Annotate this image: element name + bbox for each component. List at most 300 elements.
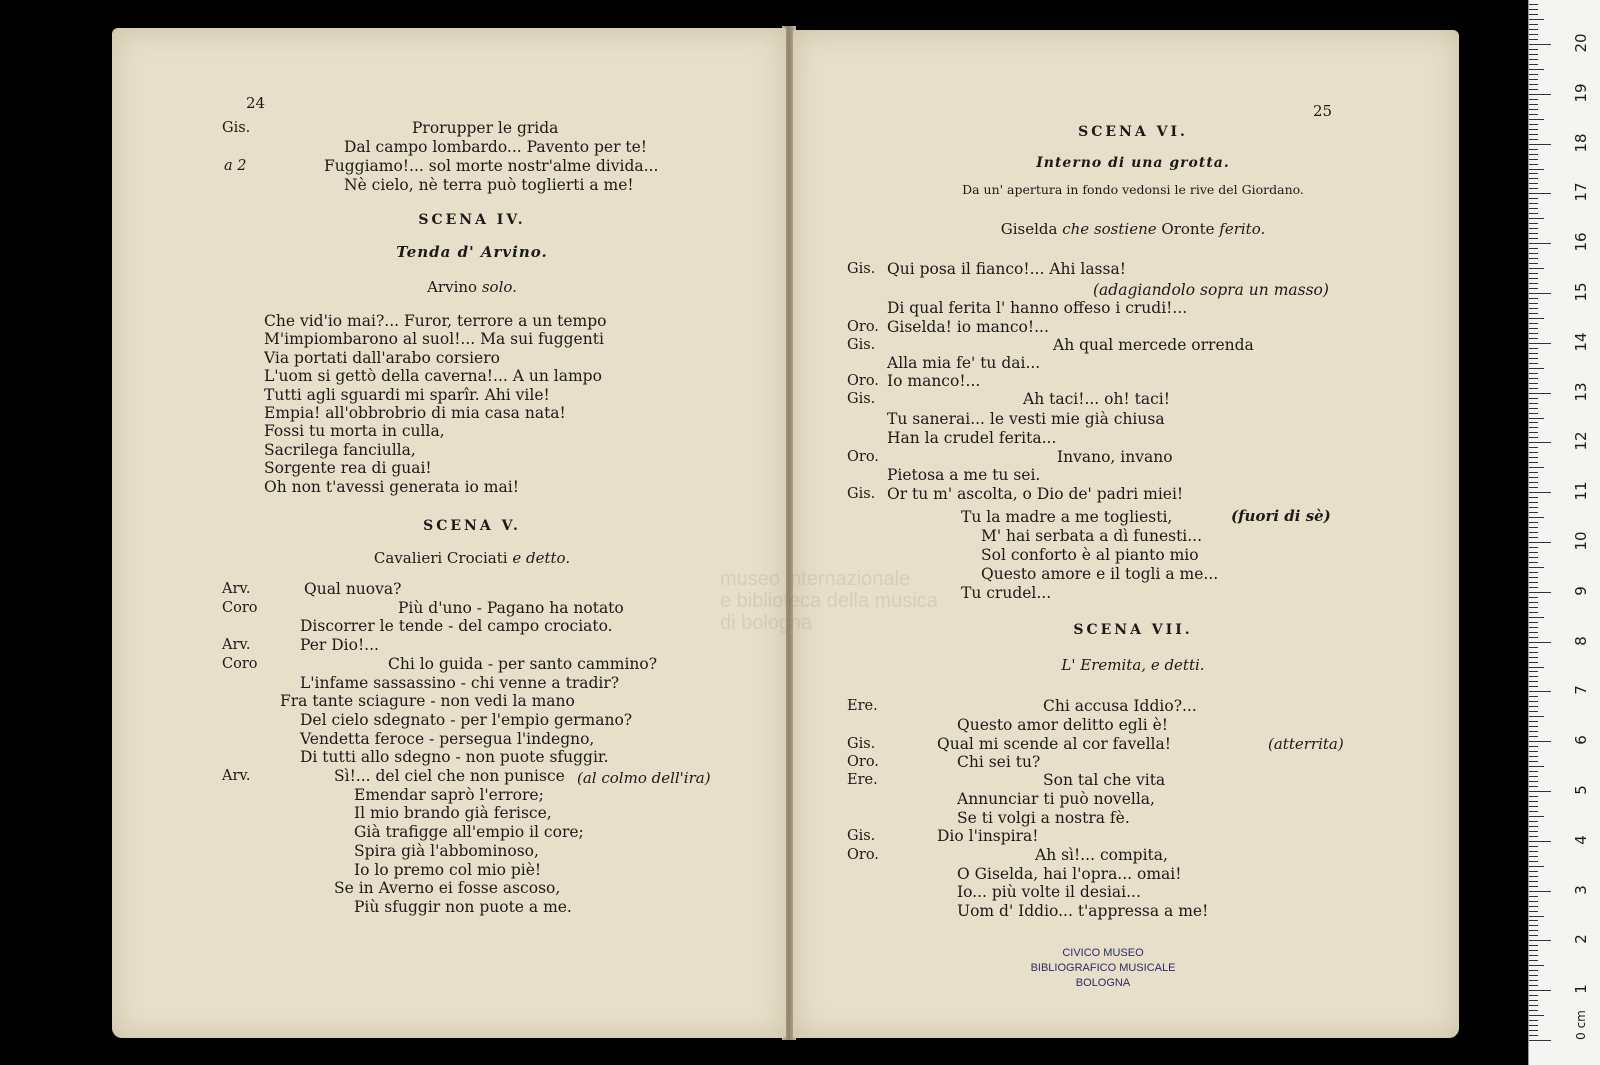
ruler-tick [1529, 811, 1538, 812]
ruler-tick [1529, 791, 1551, 792]
ruler-tick [1529, 771, 1538, 772]
verse-line: Per Dio!... [300, 636, 379, 655]
ruler-tick [1529, 657, 1538, 658]
speaker: Ere. [847, 772, 878, 788]
ruler-tick [1529, 303, 1538, 304]
verse-line: Qual nuova? [304, 580, 402, 598]
ruler-tick [1529, 667, 1544, 668]
verse-line: M' hai serbata a dì funesti... [981, 527, 1203, 545]
ruler-tick [1529, 149, 1538, 150]
verse-line: Han la crudel ferita... [887, 429, 1057, 447]
ruler-tick [1529, 452, 1538, 453]
ruler-tick [1529, 856, 1538, 857]
ruler-tick [1529, 89, 1538, 90]
ruler-tick [1529, 701, 1538, 702]
ruler-tick [1529, 19, 1544, 20]
ruler-tick [1529, 980, 1538, 981]
ruler-tick [1529, 328, 1538, 329]
ruler-tick [1529, 388, 1538, 389]
ruler-tick [1529, 891, 1551, 892]
ruler-tick [1529, 746, 1538, 747]
speaker: Ere. [847, 698, 878, 714]
verse-line: Empia! all'obbrobrio di mia casa nata! [264, 404, 566, 422]
ruler-tick [1529, 383, 1538, 384]
ruler-tick [1529, 238, 1538, 239]
scene-heading: SCENA IV. [418, 212, 526, 228]
ruler-tick [1529, 537, 1538, 538]
verse-line: L'uom si gettò della caverna!... A un lampo [264, 367, 602, 386]
ruler-label: 9 [1572, 586, 1590, 596]
speaker: Arv. [222, 637, 251, 654]
ruler-tick [1529, 1025, 1538, 1026]
ruler-tick [1529, 482, 1538, 483]
cast-line: Cavalieri Crociati e detto. [373, 549, 571, 567]
verse-line: Chi sei tu? [957, 753, 1041, 771]
ruler-tick [1529, 711, 1538, 712]
verse-line: Son tal che vita [1043, 771, 1166, 789]
ruler-tick [1529, 841, 1551, 842]
ruler-tick [1529, 427, 1538, 428]
verse-line: Qui posa il fianco!... Ahi lassa! [887, 260, 1126, 278]
ruler-tick [1529, 851, 1538, 852]
ruler-tick [1529, 612, 1538, 613]
ruler-label: 12 [1572, 431, 1590, 451]
ruler-tick [1529, 393, 1551, 394]
ruler-label: 17 [1572, 182, 1590, 202]
ruler-tick [1529, 169, 1544, 170]
ruler-tick [1529, 248, 1538, 249]
ruler-tick [1529, 457, 1538, 458]
ruler-tick [1529, 348, 1538, 349]
ruler-tick [1529, 607, 1538, 608]
cast-line: L' Eremita, e detti. [1061, 656, 1205, 674]
verse-line: Dio l'inspira! [937, 827, 1039, 845]
ruler-tick [1529, 751, 1538, 752]
speaker: Gis. [847, 337, 876, 353]
ruler-tick [1529, 602, 1538, 603]
verse-line: Sorgente rea di guai! [264, 459, 432, 478]
ruler-label: 13 [1572, 382, 1590, 402]
ruler-tick [1529, 198, 1538, 199]
verse-line: O Giselda, hai l'opra... omai! [957, 865, 1182, 883]
ruler-tick [1529, 313, 1538, 314]
cast-line: Giselda che sostiene Oronte ferito. [1000, 220, 1266, 238]
ruler-tick [1529, 726, 1538, 727]
ruler-tick [1529, 676, 1538, 677]
verse-line: Ah taci!... oh! taci! [1023, 390, 1170, 408]
verse-line: Dal campo lombardo... Pavento per te! [344, 138, 648, 156]
speaker: Oro. [847, 754, 879, 770]
verse-line: Discorrer le tende - del campo crociato. [300, 617, 613, 636]
verse-line: Prorupper le grida [412, 119, 559, 137]
verse-line: Chi accusa Iddio?... [1043, 697, 1197, 715]
ruler-tick [1529, 622, 1538, 623]
speaker: Coro [222, 599, 258, 616]
verse-line: Qual mi scende al cor favella! [937, 735, 1171, 753]
page-number: 25 [1313, 102, 1333, 120]
verse-line: Se in Averno ei fosse ascoso, [334, 879, 561, 898]
verse-line: Nè cielo, nè terra può toglierti a me! [344, 176, 634, 194]
ruler-tick [1529, 462, 1538, 463]
ruler-tick [1529, 14, 1538, 15]
verse-line: Sol conforto è al pianto mio [981, 546, 1199, 564]
ruler-tick [1529, 681, 1538, 682]
ruler-tick [1529, 164, 1538, 165]
ruler-tick [1529, 950, 1538, 951]
verse-line: Or tu m' ascolta, o Dio de' padri miei! [887, 485, 1184, 503]
ruler-tick [1529, 373, 1538, 374]
ruler-tick [1529, 94, 1551, 95]
ruler-label: 0 cm [1574, 1010, 1588, 1040]
verse-line: Spira già l'abbominoso, [354, 841, 539, 860]
verse-line: Tu crudel... [961, 584, 1052, 602]
ruler-tick [1529, 353, 1538, 354]
ruler-tick [1529, 487, 1538, 488]
ruler-tick [1529, 363, 1538, 364]
ruler-tick [1529, 99, 1538, 100]
ruler-tick [1529, 188, 1538, 189]
stage-direction: (atterrita) [1268, 735, 1344, 753]
ruler-tick [1529, 253, 1538, 254]
ruler-tick [1529, 542, 1551, 543]
ruler-tick [1529, 766, 1544, 767]
ruler-tick [1529, 263, 1538, 264]
verse-line: Giselda! io manco!... [887, 318, 1049, 336]
ruler-tick [1529, 442, 1551, 443]
ruler-tick [1529, 831, 1538, 832]
verse-line: Ah sì!... compita, [1035, 846, 1168, 864]
ruler-tick [1529, 955, 1538, 956]
verse-line: L'infame sassassino - chi venne a tradir? [300, 673, 620, 692]
ruler-tick [1529, 1015, 1544, 1016]
ruler-tick [1529, 378, 1538, 379]
ruler-tick [1529, 911, 1538, 912]
ruler-tick [1529, 517, 1544, 518]
watermark: museo internazionale e biblioteca della musica di bologna [720, 568, 938, 634]
ruler-tick [1529, 233, 1538, 234]
verse-line: Che vid'io mai?... Furor, terrore a un tempo [264, 312, 607, 330]
scene-setting: Interno di una grotta. [1036, 155, 1230, 171]
ruler-tick [1529, 59, 1538, 60]
ruler-tick [1529, 721, 1538, 722]
ruler-tick [1529, 761, 1538, 762]
verse-line: Fossi tu morta in culla, [264, 422, 445, 441]
ruler-tick [1529, 736, 1538, 737]
verse-line: Tu la madre a me togliesti, [961, 508, 1173, 526]
verse-line: Pietosa a me tu sei. [887, 466, 1041, 484]
ruler-tick [1529, 627, 1538, 628]
ruler-tick [1529, 288, 1538, 289]
ruler-tick [1529, 258, 1538, 259]
verse-line: Più d'uno - Pagano ha notato [398, 598, 624, 617]
ruler-label: 1 [1572, 984, 1590, 994]
ruler-tick [1529, 527, 1538, 528]
scene-setting: Tenda d' Arvino. [396, 243, 548, 261]
ruler-tick [1529, 403, 1538, 404]
scene-heading: SCENA VI. [1078, 124, 1188, 140]
ruler-tick [1529, 965, 1544, 966]
ruler-tick [1529, 920, 1538, 921]
ruler-tick [1529, 278, 1538, 279]
verse-line: Già trafigge all'empio il core; [354, 823, 584, 842]
ruler-tick [1529, 970, 1538, 971]
speaker: Gis. [847, 486, 876, 502]
ruler-label: 16 [1572, 232, 1590, 252]
verse-line: Fra tante sciagure - non vedi la mano [280, 692, 575, 711]
verse-line: Uom d' Iddio... t'appressa a me! [957, 902, 1209, 920]
ruler-tick [1529, 139, 1538, 140]
ruler-label: 7 [1572, 685, 1590, 696]
ruler-tick [1529, 228, 1538, 229]
ruler-tick [1529, 193, 1551, 194]
ruler-tick [1529, 1040, 1551, 1041]
ruler-tick [1529, 871, 1538, 872]
ruler-tick [1529, 876, 1538, 877]
measurement-ruler [1528, 0, 1600, 1065]
ruler-tick [1529, 413, 1538, 414]
ruler-tick [1529, 104, 1538, 105]
ruler-tick [1529, 4, 1538, 5]
library-stamp: CIVICO MUSEO BIBLIOGRAFICO MUSICALE BOLOGNA [1030, 947, 1176, 989]
ruler-tick [1529, 134, 1538, 135]
ruler-tick [1529, 1000, 1538, 1001]
ruler-label: 11 [1572, 481, 1590, 501]
ruler-tick [1529, 173, 1538, 174]
verse-line: Via portati dall'arabo corsiero [264, 348, 500, 367]
ruler-label: 6 [1572, 735, 1590, 745]
ruler-tick [1529, 686, 1538, 687]
ruler-tick [1529, 69, 1544, 70]
ruler-tick [1529, 213, 1538, 214]
speaker: Gis. [847, 261, 876, 277]
ruler-tick [1529, 786, 1538, 787]
ruler-tick [1529, 273, 1538, 274]
verse-line: Del cielo sdegnato - per l'empio germano? [300, 710, 633, 729]
ruler-tick [1529, 34, 1538, 35]
ruler-tick [1529, 547, 1538, 548]
setting-note: Da un' apertura in fondo vedonsi le rive del Giordano. [962, 182, 1304, 197]
verse-line: Annunciar ti può novella, [957, 790, 1155, 808]
speaker: Arv. [222, 581, 251, 597]
ruler-tick [1529, 716, 1544, 717]
ruler-tick [1529, 512, 1538, 513]
ruler-tick [1529, 562, 1538, 563]
ruler-tick [1529, 906, 1538, 907]
ruler-tick [1529, 84, 1538, 85]
ruler-tick [1529, 935, 1538, 936]
speaker: Oro. [847, 319, 879, 335]
ruler-label: 5 [1572, 785, 1590, 795]
ruler-tick [1529, 930, 1538, 931]
verse-line: Più sfuggir non puote a me. [354, 897, 572, 916]
scene-heading: SCENA VII. [1073, 622, 1193, 638]
speaker: Oro. [847, 847, 879, 863]
ruler-tick [1529, 124, 1538, 125]
verse-line: Tutti agli sguardi mi sparîr. Ahi vile! [264, 385, 550, 404]
ruler-tick [1529, 492, 1551, 493]
page-number: 24 [246, 94, 266, 112]
ruler-tick [1529, 114, 1538, 115]
verse-line: Di qual ferita l' hanno offeso i crudi!... [887, 299, 1188, 317]
ruler-tick [1529, 866, 1544, 867]
ruler-tick [1529, 861, 1538, 862]
verse-line: Questo amore e il togli a me... [981, 565, 1219, 583]
speaker: Gis. [222, 120, 251, 136]
ruler-tick [1529, 642, 1551, 643]
ruler-tick [1529, 1020, 1538, 1021]
ruler-tick [1529, 597, 1538, 598]
ruler-tick [1529, 901, 1538, 902]
ruler-tick [1529, 154, 1538, 155]
ruler-tick [1529, 437, 1538, 438]
ruler-tick [1529, 24, 1538, 25]
ruler-tick [1529, 298, 1538, 299]
ruler-tick [1529, 109, 1538, 110]
ruler-tick [1529, 408, 1538, 409]
ruler-tick [1529, 756, 1538, 757]
ruler-tick [1529, 223, 1538, 224]
ruler-tick [1529, 183, 1538, 184]
ruler-tick [1529, 647, 1538, 648]
ruler-tick [1529, 432, 1538, 433]
ruler-tick [1529, 816, 1544, 817]
ruler-tick [1529, 1010, 1538, 1011]
ruler-tick [1529, 577, 1538, 578]
verse-line: Ah qual mercede orrenda [1053, 336, 1254, 354]
ruler-tick [1529, 916, 1544, 917]
ruler-tick [1529, 532, 1538, 533]
ruler-tick [1529, 592, 1551, 593]
ruler-tick [1529, 343, 1551, 344]
ruler-tick [1529, 293, 1551, 294]
verse-line: Fuggiamo!... sol morte nostr'alme divida... [324, 157, 659, 175]
ruler-tick [1529, 159, 1538, 160]
speaker: Oro. [847, 449, 879, 465]
ruler-label: 20 [1572, 33, 1590, 53]
ruler-label: 15 [1572, 282, 1590, 302]
ruler-tick [1529, 881, 1538, 882]
ruler-tick [1529, 846, 1538, 847]
ruler-tick [1529, 318, 1544, 319]
ruler-tick [1529, 1030, 1538, 1031]
ruler-tick [1529, 333, 1538, 334]
verse-line: Tu sanerai... le vesti mie già chiusa [887, 410, 1165, 428]
ruler-label: 10 [1572, 531, 1590, 551]
ruler-tick [1529, 925, 1538, 926]
ruler-tick [1529, 617, 1544, 618]
ruler-tick [1529, 637, 1538, 638]
ruler-tick [1529, 821, 1538, 822]
ruler-tick [1529, 208, 1538, 209]
ruler-tick [1529, 119, 1544, 120]
ruler-tick [1529, 203, 1538, 204]
ruler-tick [1529, 662, 1538, 663]
ruler-tick [1529, 323, 1538, 324]
ruler-tick [1529, 422, 1538, 423]
ruler-tick [1529, 985, 1538, 986]
ruler-tick [1529, 9, 1538, 10]
ruler-tick [1529, 129, 1538, 130]
speaker: Gis. [847, 736, 876, 752]
ruler-tick [1529, 1005, 1538, 1006]
ruler-tick [1529, 49, 1538, 50]
ruler-label: 18 [1572, 133, 1590, 153]
verse-line: Io lo premo col mio piè! [354, 860, 542, 879]
ruler-tick [1529, 243, 1551, 244]
ruler-tick [1529, 960, 1538, 961]
scene-heading: SCENA V. [423, 518, 521, 534]
ruler-tick [1529, 896, 1538, 897]
ruler-tick [1529, 567, 1544, 568]
ruler-tick [1529, 368, 1544, 369]
ruler-tick [1529, 975, 1538, 976]
verse-line: Io... più volte il desiai... [957, 883, 1141, 901]
ruler-tick [1529, 74, 1538, 75]
ruler-tick [1529, 1035, 1538, 1036]
ruler-tick [1529, 283, 1538, 284]
ruler-tick [1529, 418, 1544, 419]
verse-line: Alla mia fe' tu dai... [887, 354, 1041, 372]
ruler-tick [1529, 29, 1538, 30]
ruler-tick [1529, 338, 1538, 339]
ruler-tick [1529, 144, 1551, 145]
ruler-tick [1529, 552, 1538, 553]
stage-direction: (al colmo dell'ira) [577, 769, 711, 787]
verse-line: Vendetta feroce - persegua l'indegno, [300, 729, 595, 748]
ruler-tick [1529, 940, 1551, 941]
ruler-tick [1529, 886, 1538, 887]
speaker: Arv. [222, 768, 251, 784]
ruler-tick [1529, 796, 1538, 797]
verse-line: Di tutti allo sdegno - non puote sfuggir. [300, 748, 609, 767]
ruler-tick [1529, 706, 1538, 707]
ruler-tick [1529, 54, 1538, 55]
ruler-tick [1529, 691, 1551, 692]
ruler-tick [1529, 79, 1538, 80]
speaker: Oro. [847, 373, 879, 389]
ruler-tick [1529, 587, 1538, 588]
ruler-tick [1529, 945, 1538, 946]
verse-line: Chi lo guida - per santo cammino? [388, 654, 658, 673]
stage-direction: (fuori di sè) [1231, 507, 1331, 525]
ruler-tick [1529, 502, 1538, 503]
ruler-tick [1529, 268, 1544, 269]
ruler-tick [1529, 472, 1538, 473]
speaker: a 2 [224, 158, 247, 174]
ruler-label: 3 [1572, 884, 1590, 895]
ruler-tick [1529, 557, 1538, 558]
ruler-tick [1529, 776, 1538, 777]
ruler-tick [1529, 995, 1538, 996]
verse-line: Invano, invano [1057, 448, 1173, 466]
ruler-tick [1529, 826, 1538, 827]
ruler-tick [1529, 308, 1538, 309]
ruler-tick [1529, 652, 1538, 653]
right-page [793, 30, 1459, 1038]
ruler-label: 4 [1572, 835, 1590, 845]
ruler-tick [1529, 44, 1551, 45]
ruler-label: 8 [1572, 635, 1590, 646]
ruler-tick [1529, 582, 1538, 583]
ruler-tick [1529, 218, 1544, 219]
ruler-tick [1529, 64, 1538, 65]
ruler-tick [1529, 801, 1538, 802]
left-page [112, 28, 786, 1038]
verse-line: Se ti volgi a nostra fè. [957, 809, 1130, 827]
ruler-tick [1529, 696, 1538, 697]
stage-direction: (adagiandolo sopra un masso) [1093, 281, 1329, 299]
ruler-label: 14 [1572, 332, 1590, 352]
